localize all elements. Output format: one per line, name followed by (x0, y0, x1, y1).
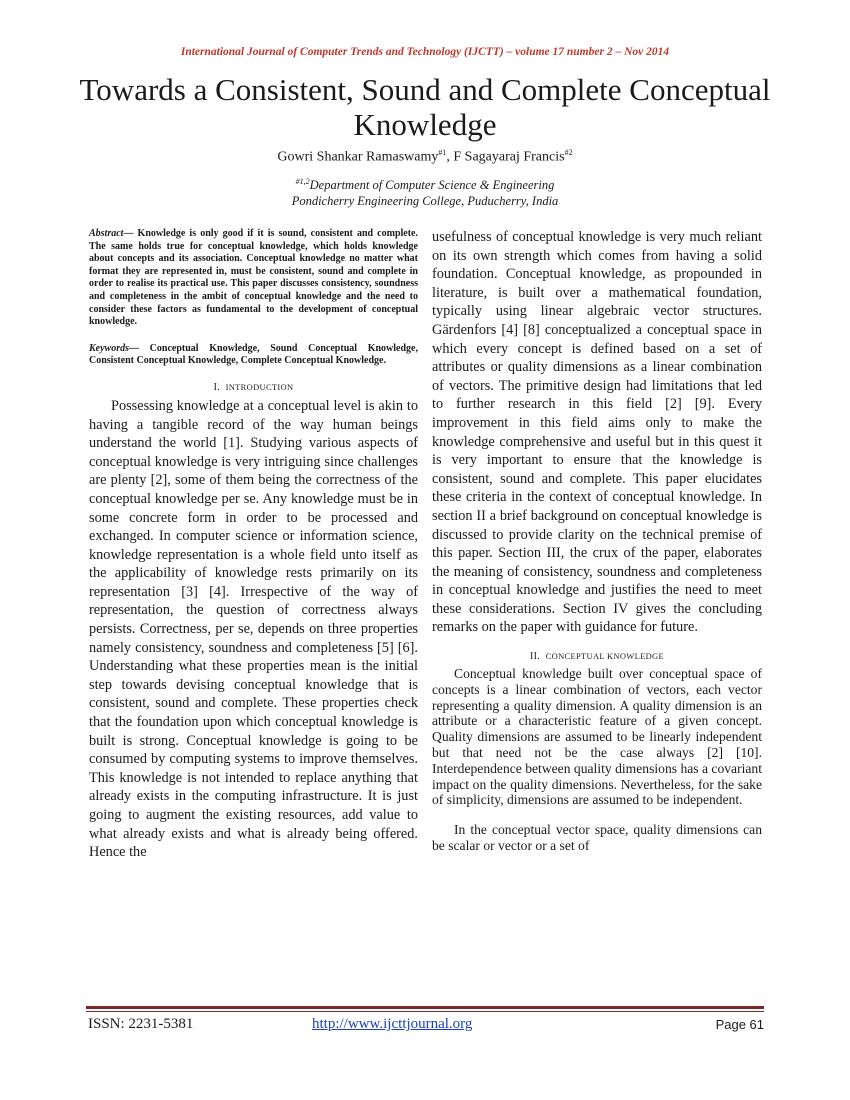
section-2-heading (432, 651, 762, 662)
section-1-number: I. (213, 381, 220, 393)
keywords-text: Conceptual Knowledge, Sound Conceptual Knowledge, Consistent Conceptual Knowledge, Complete Conceptual Knowledge. (89, 342, 418, 367)
footer-issn: ISSN: 2231-5381 (88, 1016, 194, 1032)
right-column (432, 228, 762, 854)
footer-page-number: Page 61 (715, 1017, 764, 1032)
abstract (89, 228, 418, 329)
footer-rule-thick (86, 1006, 764, 1009)
affiliation (0, 174, 850, 209)
author-1: Gowri Shankar Ramaswamy (277, 149, 439, 165)
affiliation-sup: #1,2 (295, 177, 310, 186)
abstract-label: Abstract— (89, 228, 134, 239)
affiliation-college: Pondicherry Engineering College, Puducherry, India (291, 194, 559, 209)
footer-rule-thin (86, 1011, 764, 1012)
section-2-paragraph-1: Conceptual knowledge built over conceptual space of concepts is a linear combination of vectors, each vector representing a quality dimension. A quality dimension is an attribute or a characteristic feature of a given concept. Quality dimensions are assumed to be linearly independent but that need not be the case always [2] [10]. Interdependence between quality dimensions has a covariant impact on the quality dimensions. Nevertheless, for the sake of simplicity, dimensions are assumed to be independent. (432, 666, 762, 808)
section-2-number: II. (530, 651, 541, 663)
section-1-paragraph: Possessing knowledge at a conceptual level is akin to having a tangible record of the way human beings understand the world [1]. Studying various aspects of conceptual knowledge is very intriguing since challenges are plenty [2], some of them being the correctness of the conceptual knowledge per se. Any knowledge must be in some concrete form in order to be processed and exchanged. In computer science or information science, knowledge representation is a whole field unto itself as the applicability of knowledge rests primarily on its representation [3] [4]. Irrespective of the way of representation, the question of correctness always persists. Correctness, per se, depends on three properties namely consistency, soundness and completeness [5] [6]. Understanding what these properties mean is the initial step towards devising conceptual knowledge that is consistent, sound and complete. These properties check that the foundation upon which conceptual knowledge is built is strong. Conceptual knowledge is going to be consumed by computing systems to improve themselves. This knowledge is not intended to replace anything that already exists in the computing infrastructure. It is just going to augment the existing resources, add value to what already exists and what is already being offered. Hence the (89, 397, 418, 861)
section-1-title: INTRODUCTION (225, 381, 294, 392)
left-column (89, 228, 418, 862)
journal-header: International Journal of Computer Trends and Technology (IJCTT) – volume 17 number 2 – Nov 2014 (180, 46, 670, 58)
author-2-sup: #2 (564, 148, 573, 157)
footer-journal-link[interactable]: http://www.ijcttjournal.org (312, 1016, 473, 1032)
keywords-label: Keywords— (89, 342, 139, 354)
abstract-text: Knowledge is only good if it is sound, consistent and complete. The same holds true for conceptual knowledge, which holds knowledge about concepts and its association. Conceptual knowledge no matter what format they are represented in, must be consistent, sound and complete in order to realise its practical use. This paper discusses consistency, soundness and completeness in the ambit of conceptual knowledge and the need to consider these factors as fundamental to the development of conceptual knowledge. (89, 228, 418, 328)
intro-continuation: usefulness of conceptual knowledge is very much reliant on its own strength which comes from having a solid foundation. Conceptual knowledge, as propounded in literature, is built over a mathematical foundation, typically using linear algebraic vector structures. Gärdenfors [4] [8] conceptualized a conceptual space in which every concept is defined based on a set of attributes or quality dimensions as a linear combination of vectors. The primitive design had limitations that led to further research in this field [2] [9]. Every improvement in this field aims only to make the knowledge comprehensive and useful but in this quest it is very important to ensure that the knowledge is consistent, sound and complete. This paper elucidates these criteria in the context of conceptual knowledge. In section II a brief background on conceptual knowledge is discussed to provide clarity on the technical premise of this paper. Section III, the crux of the paper, elaborates the meaning of consistency, soundness and completeness in conceptual knowledge and justifies the need to meet these considerations. Section IV gives the concluding remarks on the paper with guidance for future. (432, 229, 762, 636)
author-1-sup: #1 (438, 148, 447, 157)
section-2-paragraph-2: In the conceptual vector space, quality dimensions can be scalar or vector or a set of (432, 822, 762, 854)
keywords (89, 343, 418, 368)
section-2-title: CONCEPTUAL KNOWLEDGE (545, 651, 664, 662)
affiliation-dept: Department of Computer Science & Engineering (309, 178, 555, 193)
author-separator: , (446, 149, 454, 165)
author-2: F Sagayaraj Francis (453, 149, 565, 165)
author-line (0, 148, 850, 166)
section-1-heading (89, 382, 418, 393)
page-footer (86, 1016, 764, 1036)
paper-title: Towards a Consistent, Sound and Complete Conceptual Knowledge (79, 72, 771, 142)
